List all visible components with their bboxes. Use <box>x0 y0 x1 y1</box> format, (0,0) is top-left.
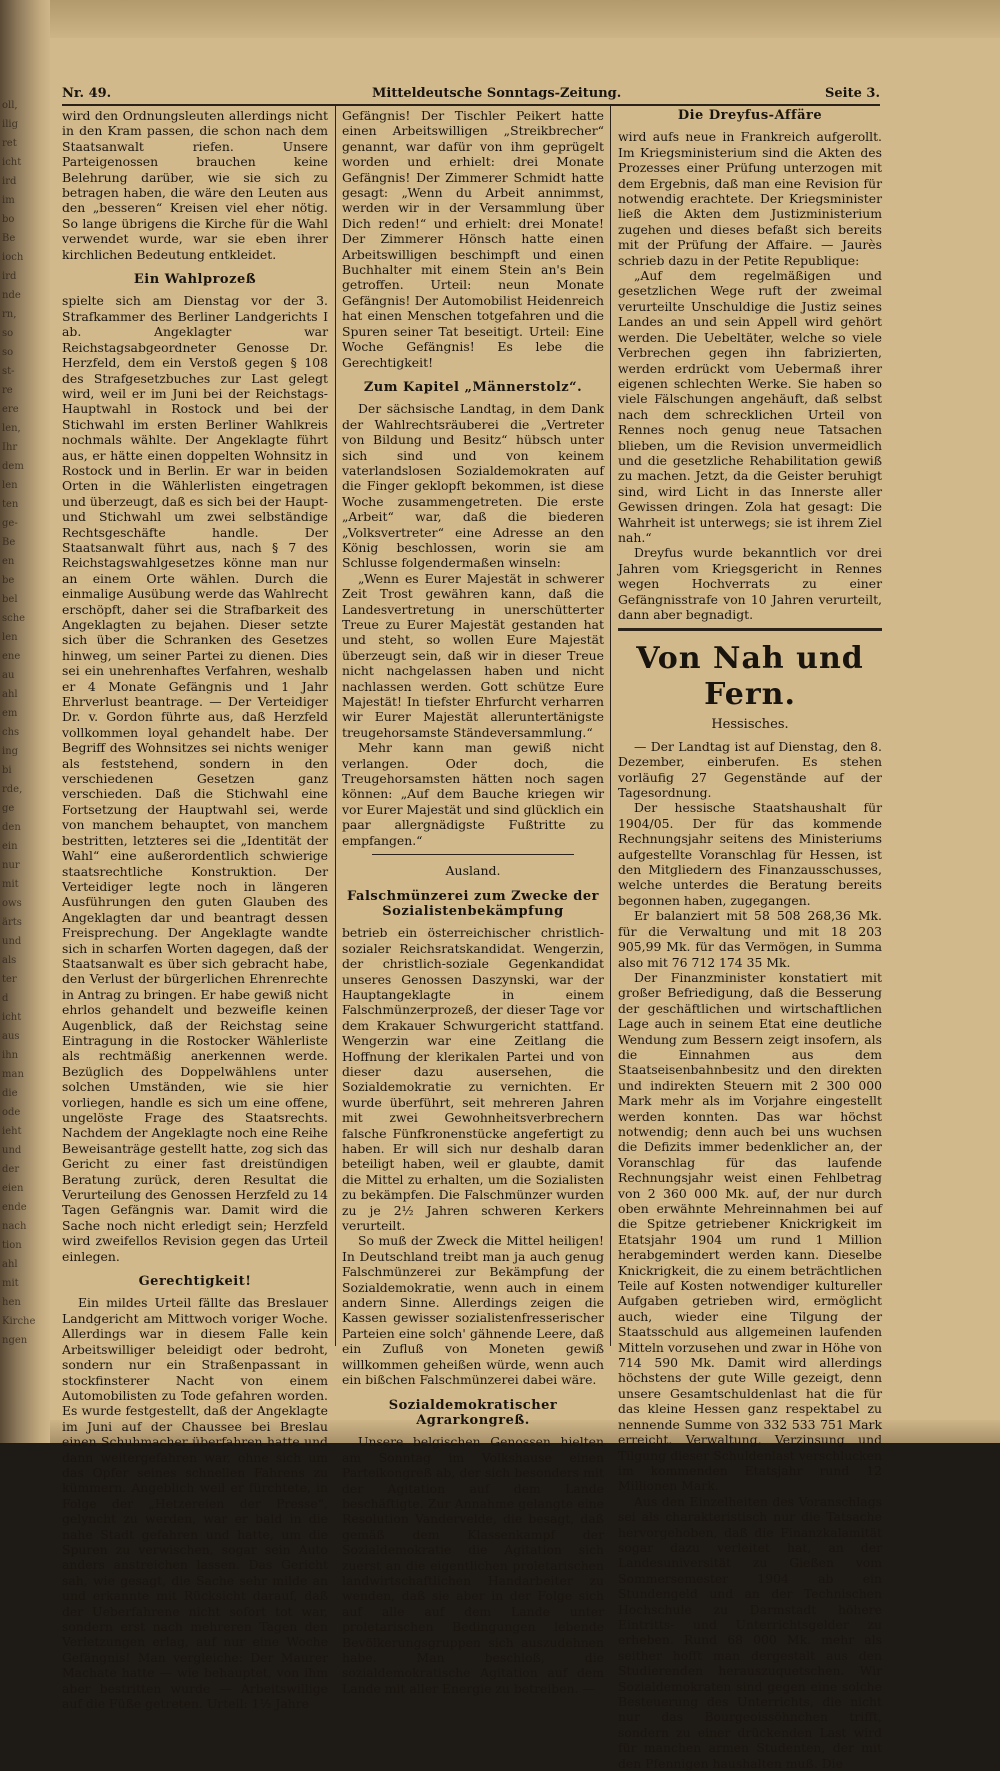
edge-text-fragment: len, <box>2 423 21 434</box>
edge-text-fragment: oll, <box>2 100 18 111</box>
edge-text-fragment: ärts <box>2 917 22 928</box>
edge-text-fragment: ows <box>2 898 22 909</box>
edge-text-fragment: nur <box>2 860 20 871</box>
headline-gerechtigkeit: Gerechtigkeit! <box>138 1274 252 1290</box>
edge-text-fragment: ihn <box>2 1050 19 1061</box>
article-staatshaushalt: Der hessische Staatshaushalt für 1904/05. Der für das kommende Rechnungsjahr seitens des Ministeriums aufgestellte Voranschlag für Hessen, ist den Mitgliedern des Finanzausschusses, welche unterdes die Beratung bereits begonnen haben, zugegangen. <box>618 800 882 908</box>
edge-text-fragment: aus <box>2 1031 20 1042</box>
edge-text-fragment: ret <box>2 138 17 149</box>
headline-dreyfus: Die Dreyfus-Affäre <box>677 108 823 123</box>
edge-text-fragment: mit <box>2 1278 19 1289</box>
section-divider <box>372 854 574 855</box>
edge-text-fragment: tion <box>2 1240 22 1251</box>
article-falschmuenzerei-comment: So muß der Zweck die Mittel heiligen! In Deutschland treibt man ja auch genug Falschmünzerei zur Bekämpfung der Sozialdemokratie, wenn auch in einem andern Sinne. Allerdings zeigen die Kassen gewisser sozialistenfresserischer Parteien eine solch' gähnende Leere, daß ein Zufluß von Moneten gewiß willkommen geheißen würde, wenn auch ein bißchen Falschmünzerei dabei wäre. <box>342 1233 604 1388</box>
edge-text-fragment: mit <box>2 879 19 890</box>
edge-text-fragment: nach <box>2 1221 27 1232</box>
edge-text-fragment: chs <box>2 727 20 738</box>
article-staatshaushalt-sum: Er balanziert mit 58 508 268,36 Mk. für die Verwaltung und mit 18 203 905,99 Mk. für das Vermögen, in Summa also mit 76 712 174 35 Mk. <box>618 908 882 970</box>
edge-text-fragment: ter <box>2 974 17 985</box>
edge-text-fragment: rde, <box>2 784 23 795</box>
edge-text-fragment: ahl <box>2 689 18 700</box>
article-landtag: — Der Landtag ist auf Dienstag, den 8. Dezember, einberufen. Es stehen vorläufig 27 Gegenstände auf der Tagesordnung. <box>618 738 882 801</box>
edge-text-fragment: eien <box>2 1183 24 1194</box>
headline-falschmuenzerei: Falschmünzerei zum Zwecke der Sozialistenbekämpfung <box>347 888 599 919</box>
newspaper-title: Mitteldeutsche Sonntags-Zeitung. <box>372 86 622 101</box>
edge-text-fragment: so <box>2 328 14 339</box>
article-continuation: wird den Ordnungsleuten allerdings nicht in den Kram passen, die schon nach dem Staatsanwalt riefen. Unsere Parteigenossen brauchen keine Belehrung darüber, wie sie sich zu betragen haben, die wäre den Leuten aus den „besseren“ Kreisen viel eher nötig. So lange übrigens die Kirche für die Wahl verwendet wurde, war sie eben ihrer kirchlichen Bedeutung entkleidet. <box>62 108 328 262</box>
article-staatshaushalt-minister: Der Finanzminister konstatiert mit großer Befriedigung, daß die Besserung der geschäftlichen und wirtschaftlichen Lage auch in seinem Etat eine deutliche Wendung zum Bessern zeigt insofern, als die Einnahmen aus dem Staatseisenbahnbesitz und den direkten und indirekten Steuern mit 2 300 000 Mark mehr als im Vorjahre eingestellt werden konnten. Das war höchst notwendig; denn auch bei uns wuchsen die Defizits immer bedenklicher an, der Voranschlag für das laufende Rechnungsjahr weist einen Fehlbetrag von 2 360 000 Mk. auf, der nur durch oben erwähnte Mehreinnahmen bei auf die Spitze getriebener Knickrigkeit im Etatsjahr 1904 um rund 1 Million herabgemindert werden kann. Dieselbe Knickrigkeit, die zu einem beträchtlichen Teile auf Kosten notwendiger kultureller Aufgaben getrieben wird, ermöglicht auch, wieder eine Tilgung der Staatsschuld aus allgemeinen laufenden Mitteln vorzusehen und zwar in Höhe von 714 590 Mk. Damit wird allerdings höchstens der gute Wille gezeigt, denn unsere Gesamtschuldenlast hat die für das kleine Hessen ganz respektabel zu nennende Summe von 332 533 751 Mark erreicht. Verwaltung, Verzinsung und Tilgung dieser Schuldenlast verschlucken im kommenden Etatsjahr rund 12 Millionen Mark. <box>618 969 882 1494</box>
edge-text-fragment: ge- <box>2 518 18 529</box>
edge-text-fragment: als <box>2 955 17 966</box>
subsection-hessisches: Hessisches. <box>711 717 789 733</box>
edge-text-fragment: ngen <box>2 1335 28 1346</box>
edge-text-fragment: rn, <box>2 309 17 320</box>
edge-text-fragment: so <box>2 347 14 358</box>
edge-text-fragment: bi <box>2 765 12 776</box>
section-title-von-nah-und-fern: Von Nah und Fern. <box>636 641 864 713</box>
edge-text-fragment: Kirche <box>2 1316 36 1327</box>
edge-text-fragment: ere <box>2 404 19 415</box>
edge-text-fragment: icht <box>2 157 22 168</box>
edge-text-fragment: en <box>2 556 15 567</box>
edge-text-fragment: ende <box>2 1202 27 1213</box>
article-staatshaushalt-details: Aus den Einzelheiten des Voranschlags sei als charakteristisch nur die Tatsache hervorgehoben, daß die Finanzkalamität sogar dazu verleitet hat, an der Landesuniversität zu Gießen vom Sommersemester 1904 ab ein Stundengeld und an der Technischen Hochschule zu Darmstadt höhere Eintritts- und Unterrichtsgelder zu erheben. Rund 68 000 Mk. mehr als seither hofft man dergestalt aus den Studierenden herauszuquetschen. Wir Sozialdemokraten sind gegen eine solche Besteuerung des Unterrichts, die nicht nur das Bourgeoissöhnchen trifft, sondern zu einer drückenden Last wird für manchen armen Studenten, der mit den Pfennigen haushalten muß. Die <box>618 1493 882 1771</box>
article-gerechtigkeit-continued: Gefängnis! Der Tischler Peikert hatte einen Arbeitswilligen „Streikbrecher“ genannt, war dafür von ihm geprügelt worden und erhielt: drei Monate Gefängnis! Der Zimmerer Schmidt hatte gesagt: „Wenn du Arbeit annimmst, werden wir in der Versammlung über Dich reden!“ und erhielt: drei Monate! Der Zimmerer Hönsch hatte einen Arbeitswilligen beschimpft und einen Buchhalter mit einem Stein an's Bein getroffen. Urteil: neun Monate Gefängnis! Der Automobilist Heidenreich hat einen Menschen totgefahren und die Spuren seiner Tat beseitigt. Urteil: Eine Woche Gefängnis! Es lebe die Gerechtigkeit! <box>342 108 604 370</box>
article-dreyfus: wird aufs neue in Frankreich aufgerollt. Im Kriegsministerium sind die Akten des Prozesses einer Prüfung unterzogen mit dem Ergebnis, daß man eine Revision für notwendig erachtete. Der Kriegsminister ließ die Akten dem Justizministerium zugehen und dieses befaßt sich bereits mit der Prüfung der Affaire. — Jaurès schrieb dazu in der Petite Republique: <box>618 129 882 268</box>
edge-text-fragment: ahl <box>2 1259 18 1270</box>
article-maennerstolz-comment: Mehr kann man gewiß nicht verlangen. Oder doch, die Treugehorsamsten hätten noch sagen können: „Auf dem Bauche kriegen wir vor Eurer Majestät und sind glücklich ein paar allergnädigste Fußtritte zu empfangen.“ <box>342 740 604 848</box>
article-dreyfus-quote: „Auf dem regelmäßigen und gesetzlichen Wege ruft der zweimal verurteilte Unschuldige die Justiz seines Landes an und sein Appell wird gehört werden. Die Uebeltäter, welche so viele Verbrechen gegen ihn fabrizierten, werden erdrückt vom Uebermaß ihrer eigenen schlechten Werke. Sie haben so viele Fälschungen angehäuft, daß selbst nach dem schrecklichen Urteil von Rennes noch genug neue Tatsachen blieben, um die Revision unvermeidlich und die gesetzliche Rehabilitation gewiß zu machen. Jetzt, da die Geister beruhigt sind, wird Licht in das Innerste aller Gewissen dringen. Zola hat gesagt: Die Wahrheit ist unterwegs; sie ist ihrem Ziel nah.“ <box>618 268 882 545</box>
edge-text-fragment: bo <box>2 214 15 225</box>
edge-text-fragment: icht <box>2 1012 22 1023</box>
edge-text-fragment: im <box>2 195 15 206</box>
page-number: Seite 3. <box>825 86 880 101</box>
column-3 <box>618 108 882 1771</box>
edge-text-fragment: sche <box>2 613 26 624</box>
section-ausland: Ausland. <box>445 863 501 879</box>
edge-text-fragment: d <box>2 993 9 1004</box>
edge-text-fragment: ioch <box>2 252 24 263</box>
edge-text-fragment: ein <box>2 841 18 852</box>
header-rule <box>62 104 880 106</box>
column-rule-2 <box>610 106 611 1346</box>
edge-text-fragment: Be <box>2 537 16 548</box>
column-1 <box>62 108 328 1711</box>
edge-text-fragment: ode <box>2 1107 21 1118</box>
edge-text-fragment: be <box>2 575 15 586</box>
headline-maennerstolz: Zum Kapitel „Männerstolz“. <box>363 379 583 395</box>
headline-agrarkongress: Sozialdemokratischer Agrarkongreß. <box>388 1397 558 1428</box>
edge-text-fragment: ene <box>2 651 21 662</box>
article-falschmuenzerei: betrieb ein österreichischer christlich-sozialer Reichsratskandidat. Wengerzin, der christlich-soziale Gegenkandidat unseres Genossen Daszynski, war der Hauptangeklagte in einem Falschmünzerprozeß, der dieser Tage vor dem Krakauer Schwurgericht stattfand. Wengerzin war eine Zeitlang die Hoffnung der klerikalen Partei und von dieser dazu ausersehen, die Sozialdemokratie zu vernichten. Er wurde überführt, seit mehreren Jahren mit zwei Gewohnheitsverbrechern falsche Fünfkronenstücke angefertigt zu haben. Er will sich nur deshalb daran beteiligt haben, weil er glaubte, damit die Mittel zu erhalten, um die Sozialisten zu bekämpfen. Die Falschmünzer wurden zu je 2½ Jahren schweren Kerkers verurteilt. <box>342 925 604 1234</box>
page-header <box>62 86 880 106</box>
article-wahlprozess: spielte sich am Dienstag vor der 3. Strafkammer des Berliner Landgerichts I ab. Angeklagter war Reichstagsabgeordneter Genosse Dr. Herzfeld, dem ein Verstoß gegen § 108 des Strafgesetzbuches zur Last gelegt wird, weil er im Juni bei der Reichstags-Hauptwahl in Rostock und bei der Stichwahl im ersten Berliner Wahlkreis nochmals wählte. Der Angeklagte führt aus, er hätte einen doppelten Wohnsitz in Rostock und in Berlin. Er war in beiden Orten in die Wählerlisten eingetragen und überzeugt, daß es sich bei der Haupt- und Stichwahl um zwei selbständige Rechtsgeschäfte handle. Der Staatsanwalt führt aus, nach § 7 des Reichstagswahlgesetzes könne man nur an einem Orte wählen. Durch die einmalige Ausübung werde das Wahlrecht erschöpft, daher sei die Strafbarkeit des Angeklagten zu bejahen. Dieser setzte sich über die Schranken des Gesetzes hinweg, um seiner Partei zu dienen. Dies sei ein unehrenhaftes Verfahren, weshalb er 4 Monate Gefängnis und 1 Jahr Ehrverlust beantrage. — Der Verteidiger Dr. v. Gordon führte aus, daß Herzfeld vollkommen loyal gehandelt habe. Der Begriff des Wohnsitzes sei nichts weniger als feststehend, sondern in den verschiedenen Gesetzen ganz verschieden. Daß die Stichwahl eine Fortsetzung der Hauptwahl sei, werde von manchem behauptet, von manchem bestritten, letzteres sei die „Identität der Wahl“ eine außerordentlich schwierige staatsrechtliche Konstruktion. Der Verteidiger legte noch in längeren Ausführungen den guten Glauben des Angeklagten dar und beantragt dessen Freisprechung. Der Angeklagte wandte sich in scharfen Worten dagegen, daß der Staatsanwalt es über sich gebracht habe, den Verlust der bürgerlichen Ehrenrechte in Antrag zu bringen. Er habe gewiß nicht ehrlos gehandelt und bezweifle keinen Augenblick, daß der Reichstag seine Eintragung in die Rostocker Wählerliste als rechtmäßig anerkennen werde. Bezüglich des Doppelwählens unter solchen Umständen, wie sie hier vorliegen, handle es sich um eine offene, ungelöste Frage des Staatsrechts. Nachdem der Angeklagte noch eine Reihe Beweisanträge gestellt hatte, zog sich das Gericht zu einer fast dreistündigen Beratung zurück, deren Resultat die Verurteilung des Genossen Herzfeld zu 14 Tagen Gefängnis war. Damit wird die Sache noch nicht erledigt sein; Herzfeld wird zweifellos Revision gegen das Urteil einlegen. <box>62 293 328 1264</box>
edge-text-fragment: der <box>2 1164 20 1175</box>
edge-text-fragment: em <box>2 708 18 719</box>
edge-text-fragment: und <box>2 936 22 947</box>
adjacent-page-edge <box>0 0 50 1443</box>
article-maennerstolz-intro: Der sächsische Landtag, in dem Dank der Wahlrechtsräuberei die „Vertreter von Bildung und Besitz“ hübsch unter sich sind und von keinem vaterlandslosen Sozialdemokraten auf die Finger geklopft bekommen, ist diese Woche zusammengetreten. Die erste „Arbeit“ war, daß die biederen „Volksvertreter“ eine Adresse an den König beschlossen, worin sie am Schlusse folgendermaßen winseln: <box>342 401 604 571</box>
edge-text-fragment: Be <box>2 233 16 244</box>
headline-wahlprozess: Ein Wahlprozeß <box>133 272 257 288</box>
column-2 <box>342 108 604 1696</box>
edge-text-fragment: bel <box>2 594 18 605</box>
edge-text-fragment: ing <box>2 746 19 757</box>
edge-text-fragment: den <box>2 822 21 833</box>
edge-text-fragment: re <box>2 385 13 396</box>
edge-text-fragment: au <box>2 670 15 681</box>
edge-text-fragment: ird <box>2 176 17 187</box>
edge-text-fragment: st- <box>2 366 15 377</box>
edge-text-fragment: dem <box>2 461 24 472</box>
top-paper-edge <box>50 0 1000 38</box>
edge-text-fragment: man <box>2 1069 24 1080</box>
column-rule-1 <box>335 106 336 1346</box>
edge-text-fragment: nde <box>2 290 21 301</box>
article-maennerstolz-quote: „Wenn es Eurer Majestät in schwerer Zeit Trost gewähren kann, daß die Landesvertretung in unerschütterter Treue zu Eurer Majestät gestanden hat und steht, so wollen Eure Majestät überzeugt sein, daß wir in dieser Treue nicht nachgelassen haben und nicht nachlassen werden. Gott schütze Eure Majestät! In tiefster Ehrfurcht verharren wir Eurer Majestät alleruntertänigste treugehorsamste Ständeversammlung.“ <box>342 570 604 740</box>
edge-text-fragment: die <box>2 1088 18 1099</box>
article-dreyfus-close: Dreyfus wurde bekanntlich vor drei Jahren vom Kriegsgericht in Rennes wegen Hochverrats zu einer Gefängnisstrafe von 10 Jahren verurteilt, dann aber begnadigt. <box>618 545 882 622</box>
edge-text-fragment: und <box>2 1145 22 1156</box>
edge-text-fragment: ieht <box>2 1126 22 1137</box>
section-rule <box>618 628 882 631</box>
edge-text-fragment: ilig <box>2 119 18 130</box>
edge-text-fragment: Ihr <box>2 442 18 453</box>
article-gerechtigkeit: Ein mildes Urteil fällte das Breslauer Landgericht am Mittwoch voriger Woche. Allerdings war in diesem Falle kein Arbeitswilliger beleidigt oder bedroht, sondern nur ein Straßenpassant in stockfinsterer Nacht von einem Automobilisten zu Tode gefahren worden. Es wurde festgestellt, daß der Angeklagte im Juni auf der Chaussee bei Breslau einen Schuhmacher überfahren hatte und dann weitergefahren war, ohne sich um das Opfer seines schnellen Fahrens zu kümmern. Angeblich weil er fürchtete, in Folge der „Hetzereien der Presse“, gelyncht zu werden, war er bald in die nahe Stadt gefahren und hatte, um die Spuren zu verwischen, sogar sein Auto anders anstreichen lassen. Das Gericht sah, wie gesagt, die Sache sehr milde an und erkannte mit Rücksicht darauf, daß der Ueberfahrene nicht sofort tot war, sondern erst nach mehreren Tagen den Verletzungen erlag, auf nur eine Woche Gefängnis! Man vergleiche: Der Maurer Machate hatte — wie behauptet, von ihm aber bestritten wurde — Arbeitswillige auf die Füße getreten. Urteil: 1½ Jahre <box>62 1295 328 1712</box>
edge-text-fragment: ten <box>2 499 19 510</box>
edge-text-fragment: hen <box>2 1297 21 1308</box>
article-agrarkongress: Unsere belgischen Genossen hielten am Sonntag im Volkshause einen Parteikongreß ab, der sich besonders mit der Agitation auf dem Lande beschäftigte. Zur Annahme gelangte eine Resolution Vandervelde, die besagt, daß gemäß dem Klassenkampf der Sozialdemokratie die Agitation sich zuerst an die eigentlichen proletarischen landwirtschaftlichen Handarbeiter zu wenden, daß sie aber in der Folge sich auf alle auf dem Lande unter proletarischen Bedingungen lebende Bevölkerungsgruppen sich auszudehnen habe. Man beschloß, die sozialdemokratische Agitation auf dem Lande mit aller Energie zu betreiben. — <box>342 1434 604 1696</box>
issue-number: Nr. 49. <box>62 86 112 101</box>
edge-text-fragment: ird <box>2 271 17 282</box>
edge-text-fragment: ge <box>2 803 15 814</box>
edge-text-fragment: len <box>2 632 18 643</box>
edge-text-fragment: len <box>2 480 18 491</box>
